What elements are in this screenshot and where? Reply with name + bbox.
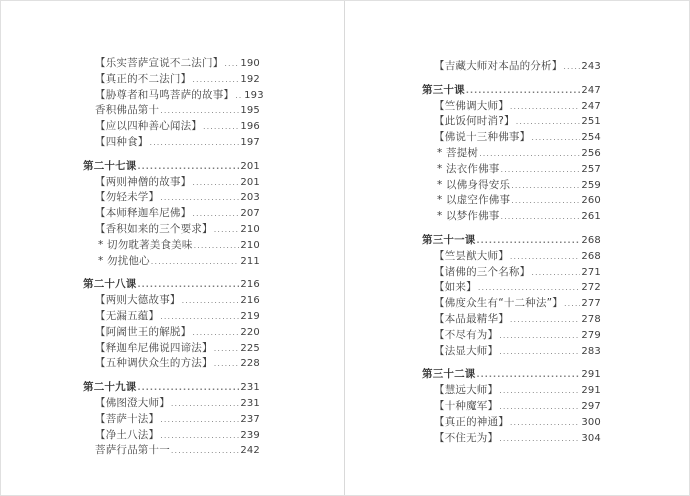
toc-entry-title: 【五种调伏众生的方法】 — [95, 357, 213, 370]
dot-leader — [499, 434, 580, 443]
dot-leader — [138, 280, 240, 289]
dot-leader — [203, 122, 239, 131]
toc-entry-page-number: 297 — [581, 400, 601, 412]
toc-entry — [422, 113, 601, 129]
toc-entry-page-number: 193 — [244, 89, 264, 101]
toc-entry-title: 【真正的不二法门】 — [95, 72, 192, 85]
dot-leader — [224, 59, 239, 68]
toc-entry — [422, 232, 601, 248]
toc-entry — [422, 295, 601, 311]
toc-entry — [83, 71, 260, 87]
toc-entry — [422, 208, 601, 224]
dot-leader — [138, 383, 240, 392]
dot-leader — [511, 181, 580, 190]
toc-entry-title: * 以虚空作佛事 — [437, 194, 511, 207]
toc-entry — [83, 55, 260, 71]
toc-entry-page-number: 271 — [581, 266, 601, 278]
toc-entry — [83, 174, 260, 190]
toc-entry — [422, 177, 601, 193]
toc-entry-title: 【法显大师】 — [434, 344, 499, 357]
dot-leader — [151, 257, 240, 266]
toc-entry-title: 【四种食】 — [95, 135, 149, 148]
toc-entry — [83, 253, 260, 269]
dot-leader — [510, 252, 580, 261]
dot-leader — [499, 402, 580, 411]
toc-entry-title: * 法衣作佛事 — [437, 162, 500, 175]
toc-entry — [83, 442, 260, 458]
toc-entry-title: 【竺佛调大师】 — [434, 99, 509, 112]
toc-entry — [422, 248, 601, 264]
dot-leader — [194, 241, 240, 250]
toc-entry — [83, 87, 264, 103]
toc-entry-page-number: 272 — [581, 282, 601, 294]
dot-leader — [466, 86, 581, 95]
dot-leader — [531, 268, 580, 277]
dot-leader — [510, 418, 580, 427]
toc-entry-title: 菩萨行品第十一 — [95, 444, 170, 457]
toc-entry — [83, 355, 260, 371]
toc-entry-title: 【佛度众生有“十二种法”】 — [434, 297, 563, 310]
toc-entry-page-number: 216 — [240, 295, 260, 307]
toc-entry — [83, 237, 260, 253]
toc-entry-title: 【释迦牟尼佛说四谛法】 — [95, 341, 213, 354]
toc-entry-page-number: 259 — [581, 179, 601, 191]
toc-entry-title: 香积佛品第十 — [95, 104, 160, 117]
toc-entry — [422, 366, 601, 382]
toc-entry-title: 第三十课 — [422, 83, 465, 96]
dot-leader — [160, 193, 239, 202]
toc-entry-page-number: 211 — [240, 255, 260, 267]
toc-entry-page-number: 201 — [240, 160, 260, 172]
toc-entry-page-number: 201 — [240, 176, 260, 188]
toc-entry-page-number: 225 — [240, 342, 260, 354]
dot-leader — [477, 370, 581, 379]
dot-leader — [192, 328, 239, 337]
toc-entry — [83, 340, 260, 356]
toc-entry-page-number: 278 — [581, 313, 601, 325]
toc-entry-title: 【乐实菩萨宣说不二法门】 — [95, 57, 224, 69]
toc-entry — [422, 430, 601, 446]
toc-entry-page-number: 304 — [581, 432, 601, 444]
toc-entry-page-number: 300 — [581, 416, 601, 428]
toc-entry-page-number: 277 — [581, 298, 601, 310]
toc-entry — [422, 398, 601, 414]
toc-entry-page-number: 256 — [581, 147, 601, 159]
toc-page-right — [345, 1, 689, 495]
dot-leader — [160, 106, 239, 115]
toc-entry — [83, 292, 260, 308]
toc-entry-page-number: 261 — [581, 211, 601, 223]
toc-entry-page-number: 237 — [240, 413, 260, 425]
toc-entry-page-number: 190 — [240, 58, 260, 69]
toc-entry-title: 【阿阇世王的解脱】 — [95, 325, 192, 338]
toc-entry-page-number: 228 — [240, 358, 260, 370]
toc-entry — [422, 192, 601, 208]
dot-leader — [499, 331, 580, 340]
toc-entry-title: 【慧远大师】 — [434, 384, 499, 397]
toc-entry — [83, 427, 260, 443]
toc-entry — [83, 411, 260, 427]
toc-entry — [422, 311, 601, 327]
dot-leader — [516, 117, 581, 126]
toc-entry-page-number: 219 — [240, 310, 260, 322]
toc-entry-title: 【香积如来的三个要求】 — [95, 222, 213, 235]
toc-entry-title: * 以佛身得安乐 — [437, 178, 511, 191]
toc-entry — [83, 221, 260, 237]
toc-entry-title: 【无漏五蕴】 — [95, 309, 160, 322]
toc-entry — [83, 205, 260, 221]
toc-entry-page-number: 243 — [581, 61, 601, 72]
dot-leader — [501, 165, 581, 174]
dot-leader — [501, 212, 581, 221]
toc-entry-title: 第三十二课 — [422, 368, 476, 381]
toc-entry — [83, 134, 260, 150]
toc-entry-title: 第三十一课 — [422, 233, 476, 246]
dot-leader — [235, 91, 243, 100]
toc-entry-title: 【两则大德故事】 — [95, 294, 181, 307]
toc-entry-page-number: 220 — [240, 326, 260, 338]
toc-entry-title: 【吉藏大师对本品的分析】 — [434, 60, 563, 72]
toc-entry-title: 【不尽有为】 — [434, 328, 499, 341]
toc-entry-title: 【佛图澄大师】 — [95, 396, 170, 409]
toc-entry — [83, 118, 260, 134]
toc-entry — [422, 327, 601, 343]
toc-entry-title: 【十种魔军】 — [434, 399, 499, 412]
dot-leader — [511, 196, 580, 205]
toc-entry — [422, 82, 601, 98]
dot-leader — [171, 399, 239, 408]
toc-entry-title: 【应以四种善心闻法】 — [95, 120, 202, 133]
dot-leader — [160, 415, 239, 424]
toc-entry-page-number: 251 — [581, 116, 601, 128]
dot-leader — [150, 138, 240, 147]
dot-leader — [138, 162, 240, 171]
toc-entry-page-number: 210 — [240, 239, 260, 251]
dot-leader — [510, 315, 580, 324]
toc-entry-page-number: 231 — [240, 397, 260, 409]
toc-entry-page-number: 247 — [581, 84, 601, 96]
toc-entry-page-number: 279 — [581, 329, 601, 341]
toc-entry-title: 【胁尊者和马鸣菩萨的故事】 — [95, 88, 235, 101]
dot-leader — [192, 75, 239, 84]
toc-entry-page-number: 268 — [581, 234, 601, 246]
toc-entry-title: 【两则神僧的故事】 — [95, 175, 192, 188]
toc-entry-page-number: 197 — [240, 136, 260, 148]
dot-leader — [192, 209, 239, 218]
toc-entry-page-number: 291 — [581, 385, 601, 397]
toc-entry-title: 第二十七课 — [83, 159, 137, 172]
toc-page-left — [1, 1, 345, 495]
toc-list-right — [422, 58, 601, 445]
toc-entry — [422, 161, 601, 177]
dot-leader — [531, 133, 580, 142]
dot-leader — [499, 386, 580, 395]
toc-entry-title: 【不住无为】 — [434, 431, 499, 444]
dot-leader — [477, 236, 581, 245]
dot-leader — [160, 431, 239, 440]
toc-entry — [83, 324, 260, 340]
toc-entry-title: 【佛说十三种佛事】 — [434, 131, 531, 144]
toc-list-left — [83, 55, 264, 458]
toc-entry-page-number: 260 — [581, 195, 601, 207]
dot-leader — [214, 225, 240, 234]
dot-leader — [499, 347, 580, 356]
toc-entry-page-number: 196 — [240, 121, 260, 133]
toc-entry — [83, 395, 260, 411]
toc-entry-title: 【竺昙猷大师】 — [434, 249, 509, 262]
toc-entry-page-number: 257 — [581, 163, 601, 175]
dot-leader — [478, 283, 581, 292]
toc-entry-title: 【真正的神通】 — [434, 415, 509, 428]
dot-leader — [564, 299, 580, 308]
toc-entry — [422, 382, 601, 398]
toc-entry-title: 第二十八课 — [83, 278, 137, 291]
dot-leader — [171, 446, 239, 455]
toc-entry — [422, 264, 601, 280]
toc-entry — [83, 158, 260, 174]
toc-entry-page-number: 207 — [240, 208, 260, 220]
dot-leader — [182, 296, 240, 305]
toc-entry-title: 【本品最精华】 — [434, 312, 509, 325]
toc-entry-title: 【此饭何时消?】 — [434, 115, 515, 128]
toc-entry — [422, 414, 601, 430]
toc-entry-page-number: 195 — [240, 105, 260, 117]
dot-leader — [510, 102, 580, 111]
dot-leader — [160, 312, 239, 321]
toc-entry-title: 【诸佛的三个名称】 — [434, 265, 531, 278]
toc-entry — [422, 145, 601, 161]
toc-entry-page-number: 239 — [240, 429, 260, 441]
toc-entry-page-number: 283 — [581, 345, 601, 357]
toc-entry-page-number: 268 — [581, 250, 601, 262]
dot-leader — [214, 344, 240, 353]
toc-entry-title: 【如来】 — [434, 281, 477, 294]
toc-entry-page-number: 192 — [240, 73, 260, 85]
toc-entry-page-number: 210 — [240, 223, 260, 235]
toc-entry — [422, 98, 601, 114]
toc-entry-title: 【净土八法】 — [95, 428, 160, 441]
toc-entry-page-number: 216 — [240, 279, 260, 291]
dot-leader — [563, 62, 580, 71]
toc-entry-page-number: 247 — [581, 100, 601, 112]
toc-entry — [83, 102, 260, 118]
toc-entry — [83, 276, 260, 292]
toc-entry-title: 【勿轻未学】 — [95, 191, 160, 204]
toc-entry-title: 【菩萨十法】 — [95, 412, 160, 425]
dot-leader — [479, 149, 580, 158]
toc-entry-page-number: 203 — [240, 192, 260, 204]
toc-entry — [422, 279, 601, 295]
toc-entry-title: * 以梦作佛事 — [437, 210, 500, 223]
toc-entry-title: * 勿扰他心 — [98, 254, 150, 267]
toc-entry-page-number: 291 — [581, 369, 601, 381]
toc-entry — [83, 189, 260, 205]
toc-entry — [83, 379, 260, 395]
toc-entry-title: * 菩提树 — [437, 146, 479, 159]
toc-entry-page-number: 254 — [581, 132, 601, 144]
toc-entry-page-number: 231 — [240, 382, 260, 394]
toc-entry-title: 【本师释迦牟尼佛】 — [95, 207, 192, 220]
toc-entry-title: * 切勿耽著美食美味 — [98, 238, 193, 251]
toc-entry — [422, 129, 601, 145]
dot-leader — [192, 178, 239, 187]
dot-leader — [214, 359, 240, 368]
toc-entry-page-number: 242 — [240, 445, 260, 457]
toc-entry — [422, 343, 601, 359]
toc-entry — [83, 308, 260, 324]
toc-entry — [422, 58, 601, 74]
toc-entry-title: 第二十九课 — [83, 381, 137, 394]
